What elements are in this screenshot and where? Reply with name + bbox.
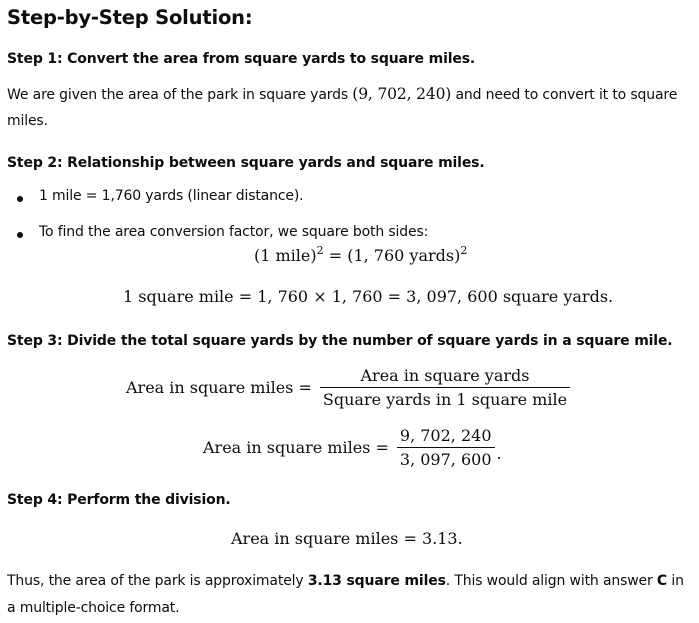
bullet-dot (17, 232, 23, 238)
conclusion-answer-choice: C (656, 573, 668, 589)
page-title: Step-by-Step Solution: (7, 6, 253, 29)
eq-left: Area in square miles = (203, 438, 389, 457)
bullet-dot (17, 196, 23, 202)
eq-left: Area in square miles = (126, 378, 312, 397)
fraction-numerator: Area in square yards (360, 366, 530, 385)
fraction (320, 366, 570, 409)
fraction (397, 426, 495, 469)
step1-heading: Step 1: Convert the area from square yards to square miles. (7, 51, 476, 67)
step3-equation-1 (126, 366, 572, 409)
conclusion-part: . This would align with answer (445, 573, 657, 589)
conclusion-text (7, 573, 684, 589)
fraction-denominator: 3, 097, 600 (397, 447, 495, 469)
eq-left: (1 mile) (254, 246, 317, 265)
fraction-numerator: 9, 702, 240 (399, 426, 492, 445)
conclusion-answer-value: 3.13 square miles (307, 573, 446, 589)
eq-exponent: 2 (316, 244, 324, 257)
step4-equation: Area in square miles = 3.13. (231, 529, 463, 548)
step1-text-after: and need to convert it to square (451, 87, 678, 103)
step3-heading: Step 3: Divide the total square yards by the number of square yards in a square mile. (7, 333, 673, 349)
conclusion-part: in (667, 573, 684, 589)
step2-equation-2: 1 square mile = 1, 760 × 1, 760 = 3, 097, 600 square yards. (123, 287, 614, 306)
step2-equation-1 (254, 246, 467, 265)
step1-text-before: We are given the area of the park in square yards (7, 87, 353, 103)
step2-heading: Step 2: Relationship between square yards and square miles. (7, 155, 485, 171)
step2-bullet-2: To find the area conversion factor, we square both sides: (39, 224, 429, 240)
step2-bullet-1: 1 mile = 1,760 yards (linear distance). (39, 188, 304, 204)
fraction-denominator: Square yards in 1 square mile (320, 387, 570, 409)
step1-text-line2: miles. (7, 113, 48, 129)
eq-equals: = (323, 246, 348, 265)
step1-text (7, 85, 677, 103)
conclusion-line2: a multiple-choice format. (7, 600, 180, 616)
eq-period: . (496, 444, 502, 463)
step4-heading: Step 4: Perform the division. (7, 492, 231, 508)
step1-math-value: (9, 702, 240) (352, 85, 452, 103)
step3-equation-2 (203, 426, 502, 469)
conclusion-part: Thus, the area of the park is approximately (7, 573, 308, 589)
eq-exponent: 2 (460, 244, 468, 257)
eq-right: (1, 760 yards) (347, 246, 461, 265)
